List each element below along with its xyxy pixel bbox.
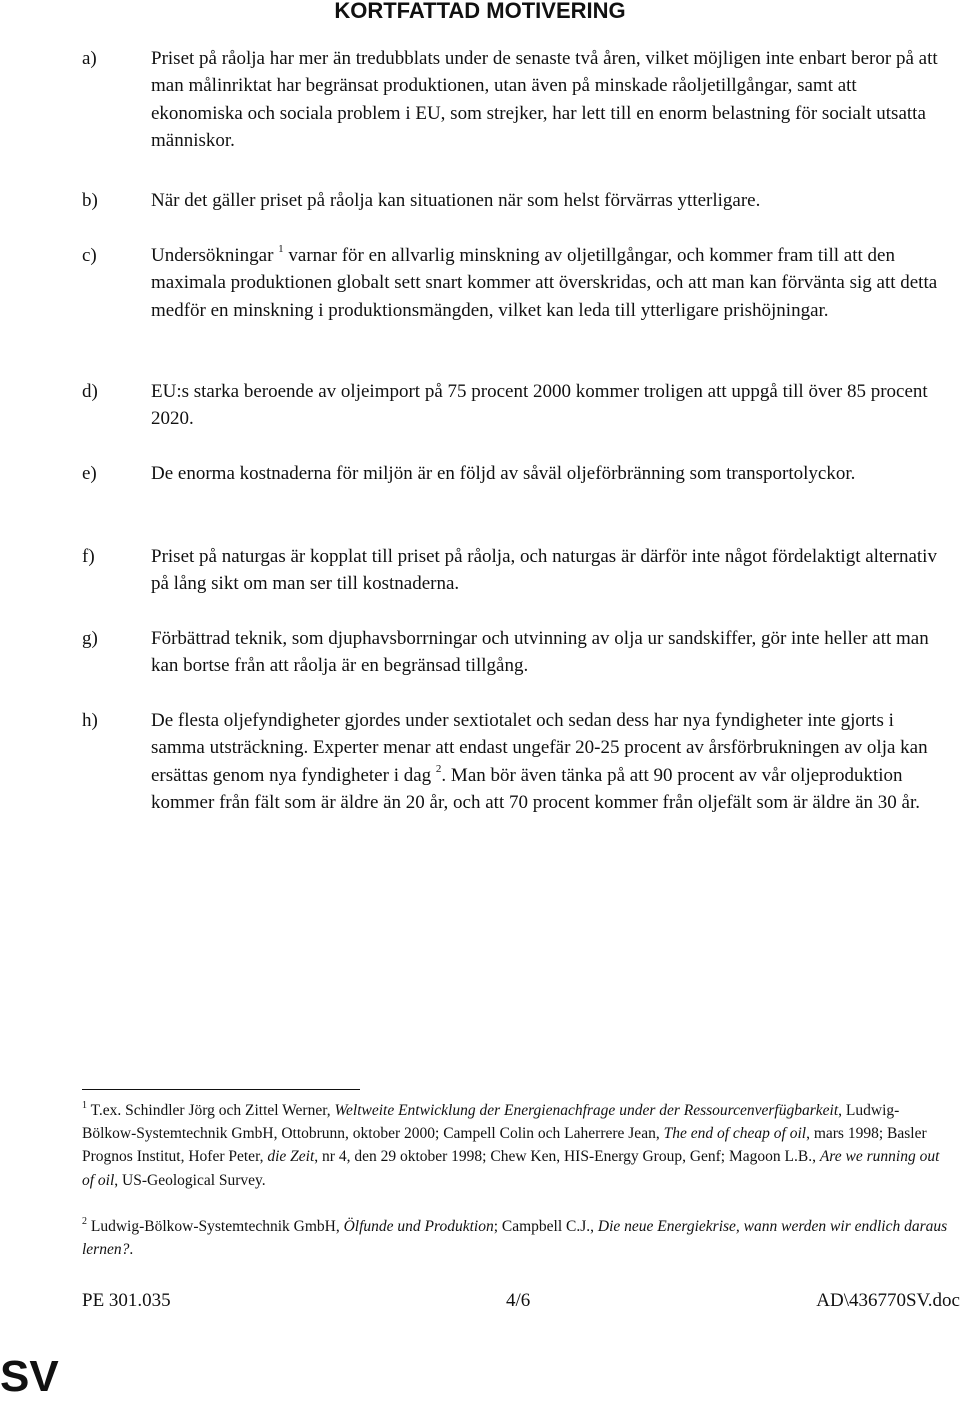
list-item-f — [82, 543, 952, 598]
page-number: 4/6 — [506, 1290, 531, 1311]
item-text: De enorma kostnaderna för miljön är en följd av såväl oljeförbränning som transportolyckor. — [151, 463, 856, 484]
list-item-b — [82, 187, 952, 214]
item-text: Undersökningar $^1$ varnar för en allvarlig minskning av oljetillgångar, och kommer fram till att den maximala produktionen globalt sett snart kommer att överskridas, och att man kan förvänta sig att detta medför en minskning i produktionsmängden, vilket kan leda till ytterligare prishöjningar. — [151, 243, 938, 321]
item-text: Priset på naturgas är kopplat till priset på råolja, och naturgas är därför inte något fördelaktigt alternativ på lång sikt om man ser till kostnaderna. — [151, 546, 937, 595]
item-label: b) — [82, 190, 98, 211]
footnote-number: 1 — [82, 1100, 87, 1111]
page-heading: KORTFATTAD MOTIVERING — [334, 0, 626, 23]
item-label: f) — [82, 546, 95, 567]
footnote-ref-1: 1 — [278, 243, 284, 255]
footnote-ref-2: 2 — [435, 762, 442, 775]
item-text: När det gäller priset på råolja kan situationen när som helst förvärras ytterligare. — [151, 190, 761, 211]
list-item-c — [82, 242, 952, 324]
item-label: e) — [82, 463, 97, 484]
list-item-g — [82, 625, 952, 680]
item-text: De flesta oljefyndigheter gjordes under sextiotalet och sedan dess har nya fyndigheter inte gjorts i samma utsträckning. Experter menar att endast ungefär 20-25 procent av årsförbrukningen av olja kan ersättas genom nya fyndigheter i dag $^2$. Man bör även tänka på att 90 procent av vår oljeproduktion kommer från fält som är äldre än 20 år, och att 70 procent kommer från oljefält som är äldre än 30 år. — [151, 710, 928, 813]
document-reference: PE 301.035 — [82, 1290, 171, 1311]
item-label: g) — [82, 628, 98, 649]
footnote-2: $^2$ Ludwig-Bölkow-Systemtechnik GmbH, Ölfunde und Produktion; Campbell C.J., Die neue Energiekrise, wann werden wir endlich daraus lernen?. — [82, 1216, 948, 1259]
item-text: Priset på råolja har mer än tredubblats under de senaste två åren, vilket möjligen inte enbart beror på att man målinriktat har begränsat produktionen, utan även på minskade råoljetillgångar, samt att ekonomiska och sociala problem i EU, som strejker, har lett till en enorm belastning för socialt utsatta människor. — [151, 48, 938, 151]
file-name: AD\436770SV.doc — [816, 1290, 960, 1311]
item-label: h) — [82, 710, 98, 731]
item-label: d) — [82, 381, 98, 402]
footnote-1: $^1$ T.ex. Schindler Jörg och Zittel Werner, Weltweite Entwicklung der Energienachfrage under der Ressourcenverfügbarkeit, Ludwig-Bölkow-Systemtechnik GmbH, Ottobrunn, oktober 2000; Campell Colin och Laherrere Jean, The end of cheap of oil, mars 1998; Basler Prognos Institut, Hofer Peter, die Zeit, nr 4, den 29 oktober 1998; Chew Ken, HIS-Energy Group, Genf; Magoon L.B., Are we running out of oil, US-Geological Survey. — [82, 1100, 940, 1189]
language-code: SV — [0, 1352, 59, 1401]
item-text: EU:s starka beroende av oljeimport på 75 procent 2000 kommer troligen att uppgå till över 85 procent 2020. — [151, 381, 928, 430]
footnote-number: 2 — [82, 1216, 87, 1227]
footnote-separator — [82, 1089, 360, 1090]
item-text: Förbättrad teknik, som djuphavsborrningar och utvinning av olja ur sandskiffer, gör inte heller att man kan bortse från att råolja är en begränsad tillgång. — [151, 628, 929, 677]
list-item-d — [82, 378, 952, 433]
list-item-e — [82, 460, 952, 487]
item-label: a) — [82, 48, 97, 69]
item-label: c) — [82, 245, 97, 266]
list-item-a — [82, 45, 952, 154]
list-item-h — [82, 707, 952, 816]
